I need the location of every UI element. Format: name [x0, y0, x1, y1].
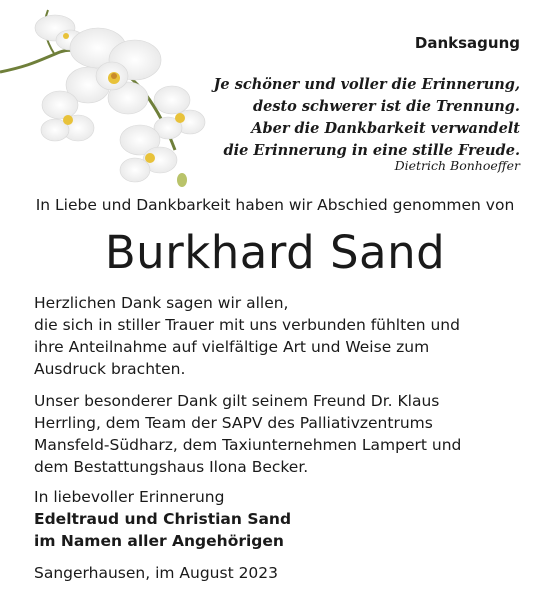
orchid-flower-image: [0, 0, 215, 195]
paragraph-line: Mansfeld-Südharz, dem Taxiunternehmen Lampert und: [34, 436, 462, 454]
paragraph-line: dem Bestattungshaus Ilona Becker.: [34, 458, 309, 476]
paragraph-line: Unser besonderer Dank gilt seinem Freund Dr. Klaus: [34, 392, 440, 410]
paragraph-line: Herzlichen Dank sagen wir allen,: [34, 294, 289, 312]
deceased-name: Burkhard Sand: [104, 226, 446, 279]
thanks-paragraph: [34, 292, 524, 380]
quote-line: desto schwerer ist die Trennung.: [252, 98, 520, 115]
paragraph-line: Herrling, dem Team der SAPV des Palliativzentrums: [34, 414, 433, 432]
quote-line: Je schöner und voller die Erinnerung,: [213, 76, 520, 93]
paragraph-line: ihre Anteilnahme auf vielfältige Art und Weise zum: [34, 338, 430, 356]
quote: [214, 74, 520, 162]
paragraph-line: Ausdruck brachten.: [34, 360, 186, 378]
paragraph-line: die sich in stiller Trauer mit uns verbunden fühlten und: [34, 316, 460, 334]
quote-line: die Erinnerung in eine stille Freude.: [223, 142, 520, 159]
family-line: im Namen aller Angehörigen: [34, 532, 284, 550]
place-date: Sangerhausen, im August 2023: [34, 564, 279, 582]
heading-danksagung: Danksagung: [414, 34, 520, 52]
bereaved-names: Edeltraud und Christian Sand: [34, 510, 292, 528]
closing-greeting: In liebevoller Erinnerung: [34, 488, 225, 506]
quote-line: Aber die Dankbarkeit verwandelt: [251, 120, 520, 137]
closing-block: [34, 486, 524, 552]
intro-text: In Liebe und Dankbarkeit haben wir Abschied genommen von: [35, 196, 515, 214]
special-thanks-paragraph: [34, 390, 524, 478]
quote-author: Dietrich Bonhoeffer: [394, 158, 520, 173]
